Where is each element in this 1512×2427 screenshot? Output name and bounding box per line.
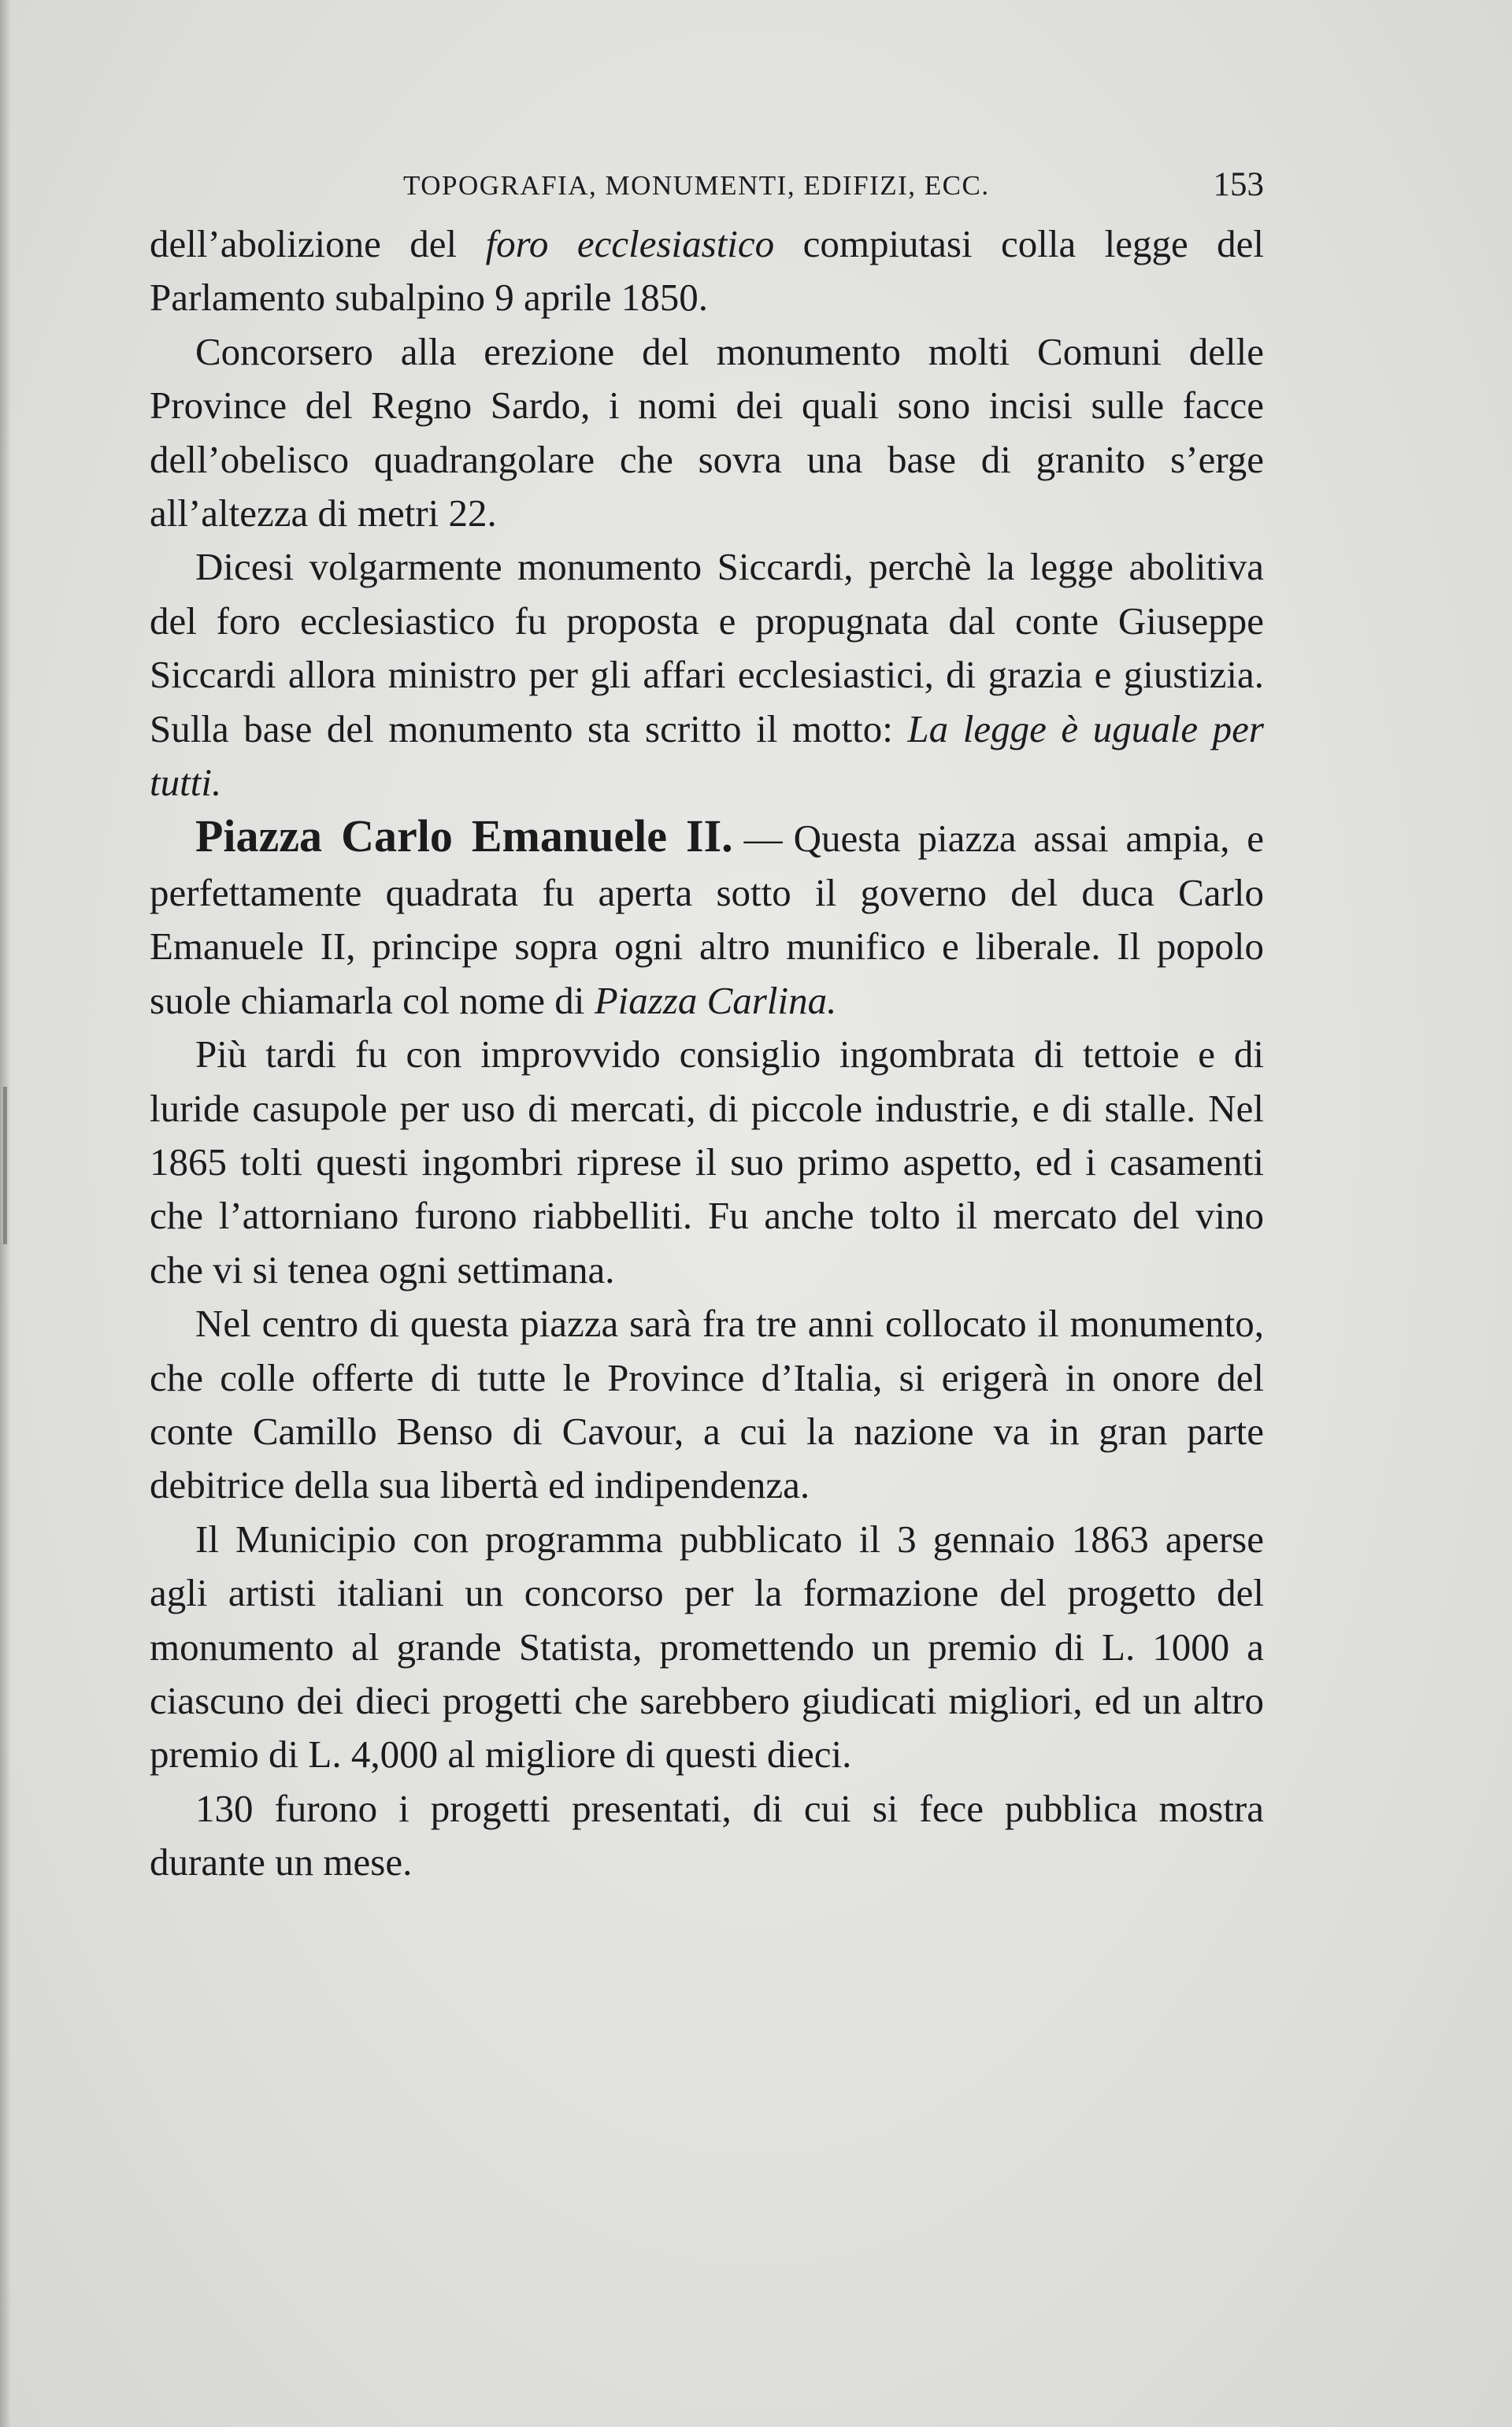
paragraph-8-text: 130 furono i progetti presentati, di cui si fece pubblica mostra durante un mese. bbox=[150, 1786, 1264, 1884]
paragraph-3-italic-motto: La legge è uguale per tutti. bbox=[150, 706, 1264, 805]
paragraph-6-text: Nel centro di questa piazza sarà fra tre anni collocato il monumento, che colle offerte di tutte le Province d’Italia, si erigerà in onore del conte Camillo Benso di Cavour, a cui la nazione va in gran parte debitrice della sua libertà ed indipendenza. bbox=[150, 1302, 1264, 1507]
section-heading-piazza-carlo-emanuele: Piazza Carlo Emanuele II. bbox=[195, 810, 733, 862]
paragraph-5-text: Più tardi fu con improvvido consiglio ingombrata di tettoie e di luride casupole per uso di mercati, di piccole industrie, e di stalle. Nel 1865 tolti questi ingombri riprese il suo primo aspetto, ed i casamenti che l’attorniano furono riabbelliti. Fu anche tolto il mercato del vino che vi si tenea ogni settimana. bbox=[150, 1032, 1264, 1291]
paragraph-1-text-b: compiutasi colla legge del Parlamento subalpino 9 aprile 1850. bbox=[150, 222, 1265, 320]
heading-dash: — bbox=[743, 817, 783, 861]
paragraph-3-text: Dicesi volgarmente monumento Siccardi, perchè la legge abolitiva del foro ecclesiastico fu proposta e propugnata dal conte Giuseppe Siccardi allora ministro per gli affari ecclesiastici, di grazia e giustizia. Sulla base del monumento sta scritto il motto: bbox=[150, 545, 1264, 750]
paragraph-1-italic: foro ecclesiastico bbox=[485, 222, 775, 265]
paragraph-5 bbox=[150, 1028, 1264, 1297]
paragraph-7-text: Il Municipio con programma pubblicato il 3 gennaio 1863 aperse agli artisti italiani un concorso per la formazione del progetto del monumento al grande Statista, promettendo un premio di L. 1000 a ciascuno dei dieci progetti che sarebbero giudicati migliori, ed un altro premio di L. 4,000 al migliore di questi dieci. bbox=[150, 1517, 1264, 1777]
paragraph-4-text: Questa piazza assai ampia, e perfettamente quadrata fu aperta sotto il governo del duca Carlo Emanuele II, principe sopra ogni altro munifico e liberale. Il popolo suole chiamarla col nome di bbox=[150, 817, 1264, 1022]
paragraph-2-text: Concorsero alla erezione del monumento molti Comuni delle Province del Regno Sardo, i nomi dei quali sono incisi sulle facce dell’obelisco quadrangolare che sovra una base di granito s’erge all’altezza di metri 22. bbox=[150, 329, 1264, 535]
page-number: 153 bbox=[1213, 166, 1264, 203]
paragraph-6 bbox=[150, 1297, 1264, 1513]
paragraph-7 bbox=[150, 1513, 1264, 1782]
page-header bbox=[150, 162, 1264, 217]
paragraph-1-text-a: dell’abolizione del bbox=[150, 222, 486, 265]
paragraph-2 bbox=[150, 325, 1264, 541]
running-title: TOPOGRAFIA, MONUMENTI, EDIFIZI, ECC. bbox=[403, 170, 990, 201]
paragraph-8 bbox=[150, 1782, 1264, 1890]
paragraph-4-italic: Piazza Carlina. bbox=[594, 978, 837, 1022]
paragraph-3 bbox=[150, 540, 1264, 810]
body-text bbox=[150, 217, 1264, 1890]
paragraph-4 bbox=[150, 810, 1264, 1028]
paragraph-1 bbox=[150, 217, 1264, 325]
binding-edge-mark bbox=[3, 1087, 7, 1244]
